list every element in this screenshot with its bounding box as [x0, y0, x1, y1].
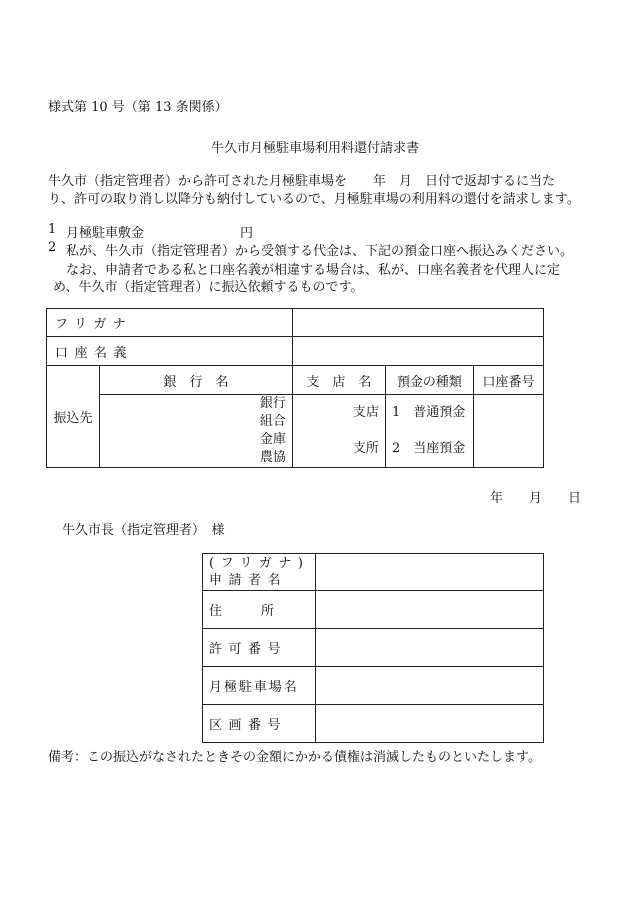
- document-title: 牛久市月極駐車場利用料還付請求書: [210, 141, 419, 156]
- account-number-header: 口座番号: [473, 366, 543, 395]
- date-line: 年 月 日: [490, 491, 582, 506]
- address-label: 住 所: [203, 591, 316, 629]
- permit-number-field[interactable]: [316, 629, 544, 667]
- account-name-label: 口座名義: [47, 337, 293, 366]
- bank-type-agri: 農協: [259, 450, 286, 465]
- branch-name-field[interactable]: [292, 395, 385, 468]
- permit-number-label: 許可番号: [203, 629, 316, 667]
- branch-name-header: 支 店 名: [292, 366, 385, 395]
- addressee: 牛久市長（指定管理者） 様: [62, 523, 225, 538]
- lot-number-field[interactable]: [316, 705, 544, 743]
- account-name-field[interactable]: [292, 337, 543, 366]
- deposit-type-header: 預金の種類: [385, 366, 473, 395]
- applicant-table: [202, 553, 544, 743]
- furigana-field[interactable]: [292, 309, 543, 337]
- deposit-option-ordinary: 1 普通預金: [391, 405, 466, 420]
- applicant-name-label: 申請者名: [209, 573, 288, 588]
- lot-number-label: 区画番号: [203, 705, 316, 743]
- item-1-label: 月極駐車敷金: [66, 226, 145, 241]
- remarks: 備考：この振込がなされたときその金額にかかる債権は消滅したものといたします。: [48, 750, 541, 765]
- parking-name-field[interactable]: [316, 667, 544, 705]
- bank-account-table: [46, 308, 544, 468]
- bank-type-bank: 銀行: [259, 396, 286, 411]
- bank-name-header: 銀 行 名: [100, 366, 293, 395]
- deposit-type-field[interactable]: [385, 395, 473, 468]
- applicant-name-field[interactable]: [316, 554, 544, 591]
- item-1-unit: 円: [240, 226, 254, 241]
- applicant-name-label-cell: [203, 554, 316, 591]
- form-number: 様式第 10 号（第 13 条関係）: [48, 100, 228, 115]
- applicant-furigana-label: (フリガナ): [209, 556, 310, 571]
- request-paragraph-line-2: り、許可の取り消し以降分も納付しているので、月極駐車場の利用料の還付を請求します。: [48, 192, 580, 207]
- branch-type-office: 支所: [352, 441, 379, 456]
- bank-type-union: 組合: [259, 414, 286, 429]
- parking-name-label: 月極駐車場名: [203, 667, 316, 705]
- item-2-line-2: なお、申請者である私と口座名義が相違する場合は、私が、口座名義者を代理人に定: [66, 263, 561, 278]
- branch-type-branch: 支店: [352, 405, 379, 420]
- bank-name-field[interactable]: [100, 395, 293, 468]
- bank-type-vault: 金庫: [259, 432, 286, 447]
- address-field[interactable]: [316, 591, 544, 629]
- transfer-to-label: 振込先: [47, 366, 100, 468]
- account-number-field[interactable]: [473, 395, 543, 468]
- item-2-line-1: 私が、牛久市（指定管理者）から受領する代金は、下記の預金口座へ振込みください。: [66, 244, 574, 259]
- item-2-line-3: め、牛久市（指定管理者）に振込依頼するものです。: [53, 280, 364, 295]
- furigana-label: フリガナ: [47, 309, 293, 337]
- request-paragraph-line-1: 牛久市（指定管理者）から許可された月極駐車場を 年 月 日付で返却するに当た: [48, 174, 556, 189]
- item-1-number: 1: [48, 222, 57, 237]
- deposit-option-current: 2 当座預金: [391, 441, 466, 456]
- item-2-number: 2: [48, 240, 57, 255]
